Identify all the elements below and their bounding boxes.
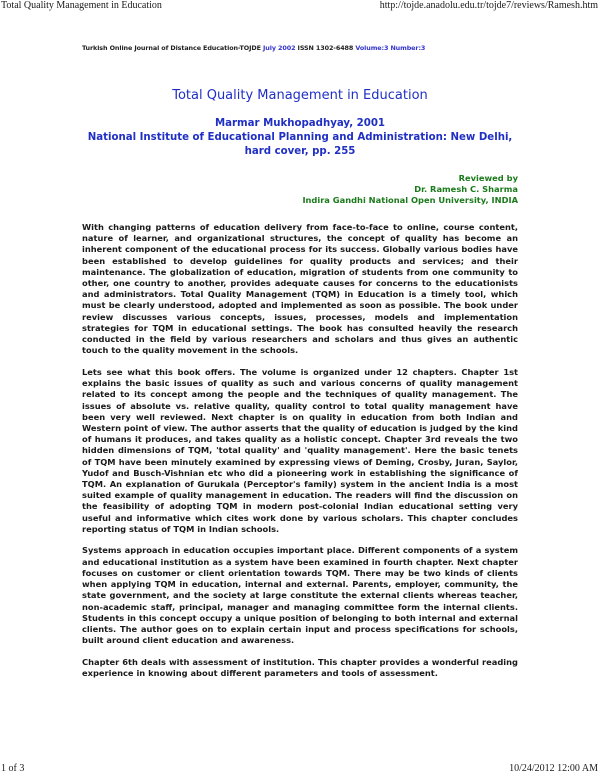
book-format: hard cover, pp. 255 — [244, 146, 356, 157]
print-datetime: 10/24/2012 12:00 AM — [509, 763, 598, 774]
reviewer-label: Reviewed by — [458, 173, 518, 183]
print-header-title: Total Quality Management in Education — [1, 0, 162, 11]
journal-name: Turkish Online Journal of Distance Education-TOJDE — [82, 44, 261, 52]
paragraph: Lets see what this book offers. The volume is organized under 12 chapters. Chapter 1st explains the basic issues of quality as such and various concerns of quality management related to its concept among the people and the techniques of quality management. The issues of absolute vs. relative quality, quality control to total quality management have been very well reviewed. Next chapter is on quality in education from both Indian and Western point of view. The author asserts that the quality of education is judged by the kind of humans it produces, and takes quality as a holistic concept. Chapter 3rd reveals the two hidden dimensions of TQM, 'total quality' and 'quality management'. Here the basic tenets of TQM have been minutely examined by expressing views of Deming, Crosby, Juran, Saylor, Yudof and Busch-Vishnian etc who did a pioneering work in establishing the significance of TQM. An explanation of Gurukala (Perceptor's family) system in the ancient India is a most suited example of quality management in education. The readers will find the discussion on the feasibility of adopting TQM in modern post-colonial Indian educational setting very useful and informative which cites work done by various scholars. This chapter concludes reporting status of TQM in Indian schools. — [82, 366, 518, 534]
journal-date: July 2002 — [263, 44, 296, 52]
book-details — [82, 117, 518, 159]
paragraph: Chapter 6th deals with assessment of institution. This chapter provides a wonderful reading experience in knowing about different parameters and tools of assessment. — [82, 656, 518, 679]
print-footer — [0, 763, 600, 775]
paragraph: Systems approach in education occupies important place. Different components of a system and educational institution as a system have been examined in fourth chapter. Next chapter focuses on customer or client orientation towards TQM. There may be two kinds of clients when applying TQM in education, internal and external. Parents, employer, community, the state government, and the society at large constitute the external clients whereas teacher, non-academic staff, principal, manager and managing committee form the internal clients. Students in this concept occupy a unique position of belonging to both internal and external clients. The author goes on to explain certain input and process specifications for schools, built around client education and awareness. — [82, 545, 518, 646]
article — [82, 44, 518, 679]
book-publisher: National Institute of Educational Planning and Administration: New Delhi, — [87, 132, 513, 143]
page-title: Total Quality Management in Education — [172, 88, 428, 103]
reviewer-affiliation: Indira Gandhi National Open University, INDIA — [302, 195, 518, 205]
journal-number: Number:3 — [390, 44, 426, 52]
reviewer-name: Dr. Ramesh C. Sharma — [414, 184, 518, 194]
paragraph: With changing patterns of education delivery from face-to-face to online, course content, nature of learner, and organizational structures, the concept of quality has become an inherent component of the educational process for its success. Globally various bodies have been established to develop guidelines for quality products and services; and their maintenance. The globalization of education, migration of students from one community to other, one country to another, provides adequate causes for concerns to the educationists and administrators. Total Quality Management (TQM) in Education is a timely tool, which must be clearly understood, adopted and implemented as soon as possible. The book under review discusses various concepts, issues, processes, models and implementation strategies for TQM in educational settings. The book has consulted heavily the research conducted in the field by various researchers and scholars and thus gives an authentic touch to the quality movement in the schools. — [82, 222, 518, 356]
journal-volume: Volume:3 — [355, 44, 389, 52]
print-header — [0, 0, 600, 12]
print-header-url: http://tojde.anadolu.edu.tr/tojde7/reviews/Ramesh.htm — [379, 0, 598, 11]
journal-line — [82, 44, 518, 52]
page-count: 1 of 3 — [1, 763, 25, 774]
reviewer-block — [82, 173, 518, 206]
journal-issn: ISSN 1302-6488 — [297, 44, 354, 52]
book-author-year: Marmar Mukhopadhyay, 2001 — [214, 118, 386, 129]
